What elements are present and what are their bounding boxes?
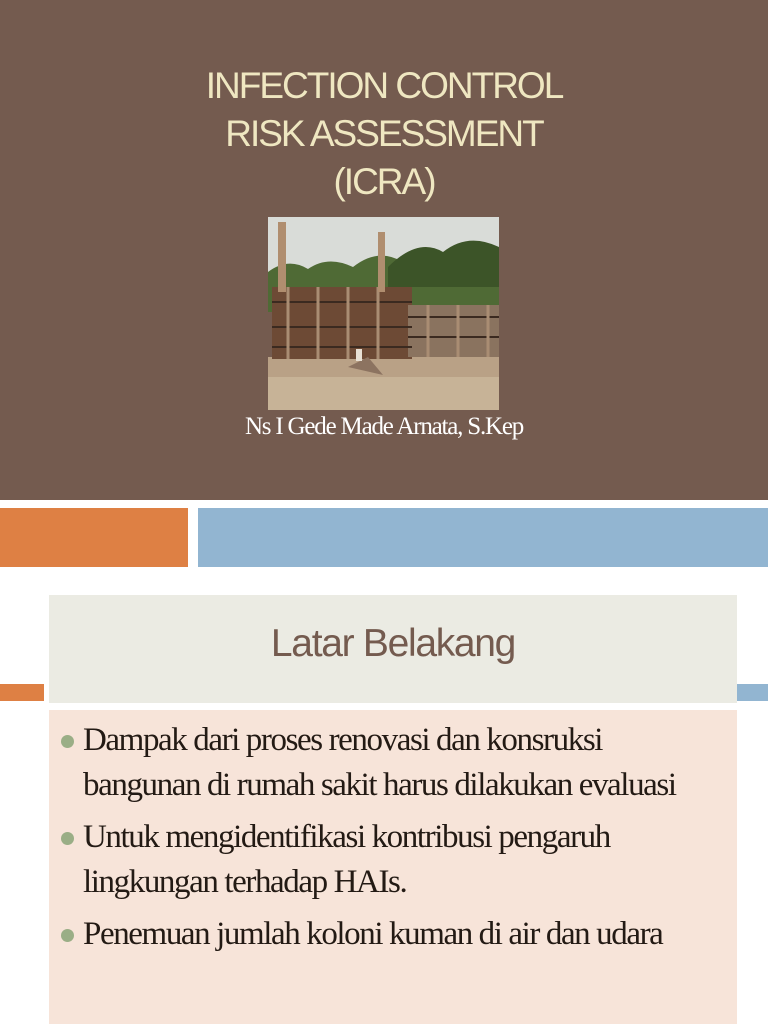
author-name: Ns I Gede Made Arnata, S.Kep (244, 413, 524, 440)
slide-header (49, 595, 737, 703)
bullet-icon (61, 832, 74, 845)
title-line-1: INFECTION CONTROL (205, 65, 563, 106)
slide-body (49, 710, 737, 1024)
bullet-item (61, 912, 721, 957)
bullet-item (61, 815, 721, 905)
bullet-text: Untuk mengidentifikasi kontribusi pengaruh lingkungan terhadap HAIs. (83, 819, 610, 900)
orange-accent-bar (0, 684, 44, 701)
bullet-icon (61, 735, 74, 748)
bullet-text: Dampak dari proses renovasi dan konsruksi bangunan di rumah sakit harus dilakukan evaluasi (83, 722, 676, 803)
slide-title (0, 62, 768, 206)
orange-divider-bar (0, 508, 188, 567)
bullet-icon (61, 929, 74, 942)
blue-accent-bar (737, 684, 768, 701)
title-line-2: RISK ASSESSMENT (225, 113, 543, 154)
bullet-item (61, 718, 721, 808)
bullet-text: Penemuan jumlah koloni kuman di air dan udara (83, 916, 663, 952)
title-line-3: (ICRA) (333, 161, 435, 202)
slide-heading: Latar Belakang (270, 622, 516, 665)
bullet-list (61, 718, 721, 964)
blue-divider-bar (198, 508, 768, 567)
construction-site-photo (268, 217, 499, 410)
title-slide (0, 0, 768, 500)
